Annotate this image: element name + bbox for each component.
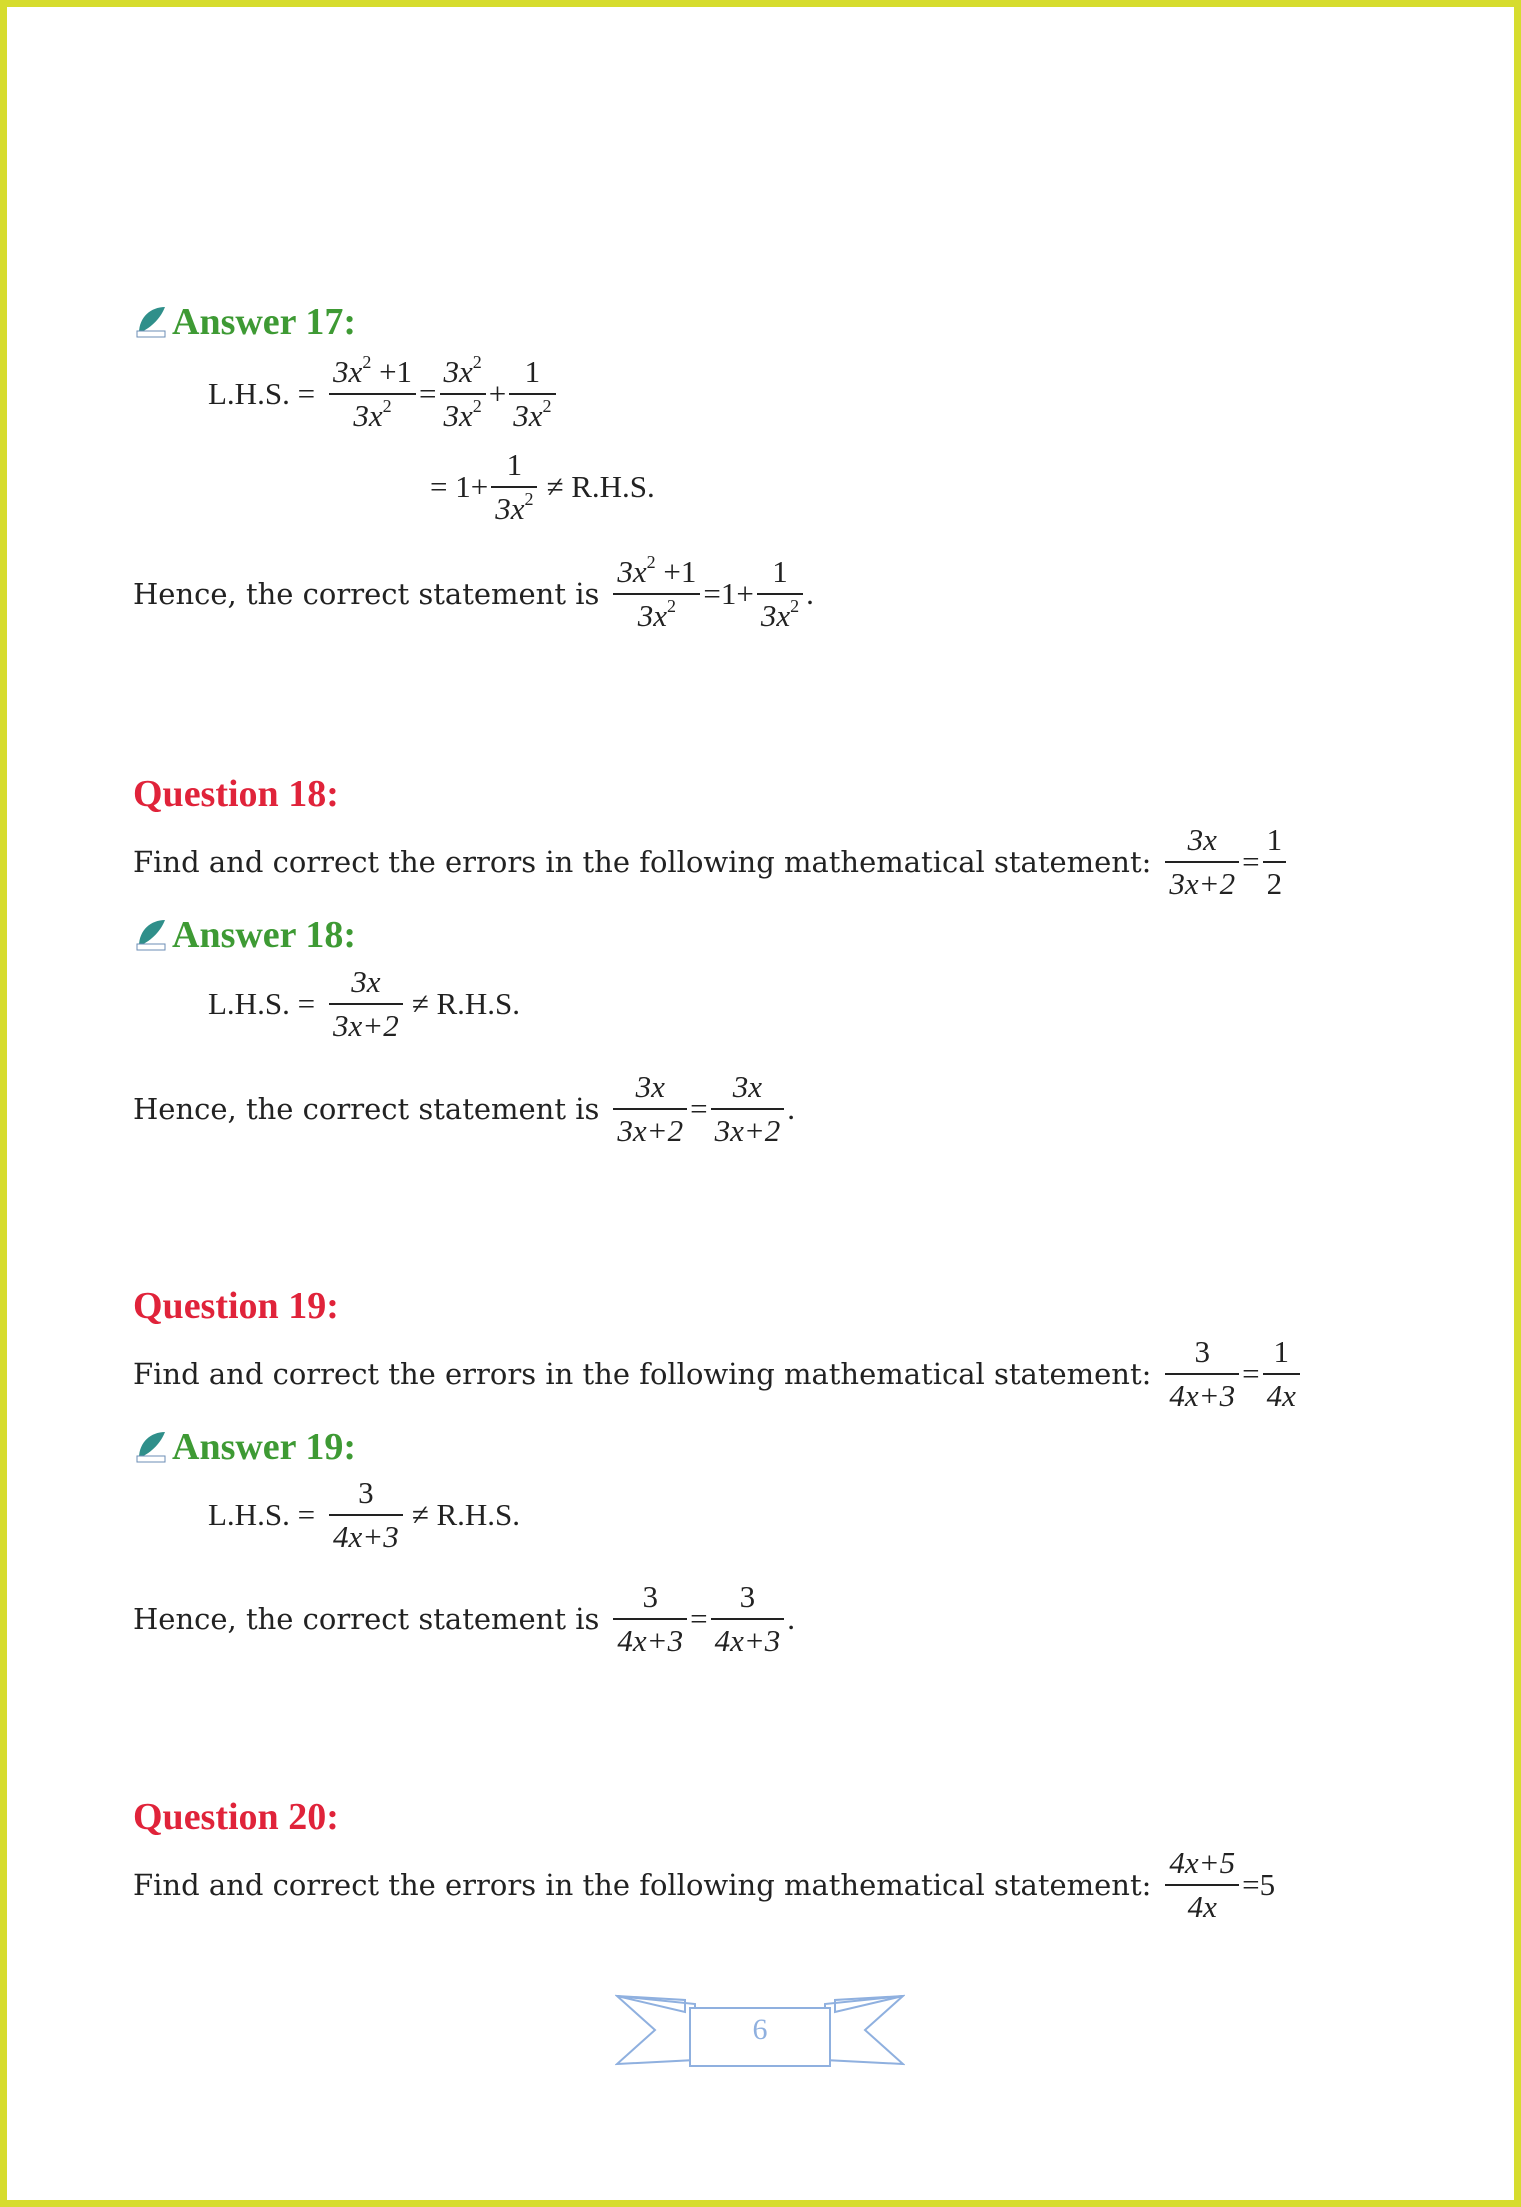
conclusion-text: Hence, the correct statement is — [133, 1092, 600, 1126]
equals-sign: = — [690, 1601, 708, 1636]
fraction: $\frac{1}{2}$ — [1263, 823, 1287, 901]
fraction: $\frac{3x}{3x+2}$ — [1165, 823, 1239, 901]
fraction: $\frac{1}{4x}$ — [1263, 1335, 1300, 1413]
answer-17-conclusion — [133, 552, 814, 633]
conclusion-text: Hence, the correct statement is — [133, 577, 600, 611]
equals-sign: = — [1242, 1356, 1260, 1391]
answer-19-line-1 — [208, 1476, 520, 1554]
fraction: $\frac{3}{4x+3}$ — [613, 1580, 687, 1658]
fraction: $\frac{3x}{3x+2}$ — [711, 1070, 785, 1148]
answer-17-heading: Answer 17: — [172, 301, 357, 343]
fraction: $\frac{1}{3x^2}$ — [757, 555, 803, 633]
fraction: $\frac{3x^2}{3x^2}$ — [440, 355, 486, 433]
question-text: Find and correct the errors in the following mathematical statement: — [133, 1357, 1152, 1391]
fraction: $\frac{3}{4x+3}$ — [711, 1580, 785, 1658]
equals-sign: = — [1242, 844, 1260, 879]
lhs-label: L.H.S. = — [208, 986, 316, 1021]
line-prefix: = 1+ — [430, 469, 489, 504]
lhs-label: L.H.S. = — [208, 1497, 316, 1532]
lhs-label: L.H.S. = — [208, 376, 316, 411]
equals-sign: = — [419, 376, 437, 411]
period: . — [806, 576, 814, 611]
question-text: Find and correct the errors in the following mathematical statement: — [133, 1868, 1152, 1902]
fraction: $\frac{1}{3x^2}$ — [491, 448, 537, 526]
fraction: $\frac{3x^2 +1}{3x^2}$ — [613, 555, 700, 633]
fraction: $\frac{3x^2 +1}{3x^2}$ — [329, 355, 416, 433]
fraction: $\frac{1}{3x^2}$ — [509, 355, 555, 433]
equals-sign: = — [690, 1091, 708, 1126]
fraction: $\frac{3x}{3x+2}$ — [613, 1070, 687, 1148]
answer-logo-icon — [133, 303, 169, 339]
answer-18-heading: Answer 18: — [172, 914, 357, 956]
equals-five: =5 — [1242, 1867, 1276, 1902]
page-number: 6 — [752, 2013, 768, 2046]
fraction: $\frac{3x}{3x+2}$ — [329, 965, 403, 1043]
question-20-statement — [133, 1846, 1275, 1924]
answer-18-line-1 — [208, 965, 520, 1043]
answer-18-conclusion — [133, 1070, 795, 1148]
question-19-heading: Question 19: — [133, 1285, 339, 1327]
question-18-heading: Question 18: — [133, 773, 339, 815]
question-18-statement — [133, 823, 1289, 901]
answer-19-conclusion — [133, 1580, 795, 1658]
fraction: $\frac{4x+5}{4x}$ — [1165, 1846, 1239, 1924]
neq-rhs: ≠ R.H.S. — [411, 986, 521, 1021]
answer-19-heading: Answer 19: — [172, 1426, 357, 1468]
question-20-heading: Question 20: — [133, 1796, 339, 1838]
equals-one-plus: =1+ — [703, 576, 754, 611]
answer-logo-icon — [133, 916, 169, 952]
fraction: $\frac{3}{4x+3}$ — [1165, 1335, 1239, 1413]
conclusion-text: Hence, the correct statement is — [133, 1602, 600, 1636]
answer-logo-icon — [133, 1428, 169, 1464]
neq-rhs: ≠ R.H.S. — [546, 469, 655, 504]
question-19-statement — [133, 1335, 1303, 1413]
period: . — [787, 1601, 796, 1636]
answer-17-line-2 — [430, 448, 655, 526]
question-text: Find and correct the errors in the following mathematical statement: — [133, 845, 1152, 879]
period: . — [787, 1091, 796, 1126]
answer-17-line-1 — [208, 352, 559, 433]
fraction: $\frac{3}{4x+3}$ — [329, 1476, 403, 1554]
neq-rhs: ≠ R.H.S. — [411, 1497, 521, 1532]
plus-sign: + — [488, 376, 507, 411]
